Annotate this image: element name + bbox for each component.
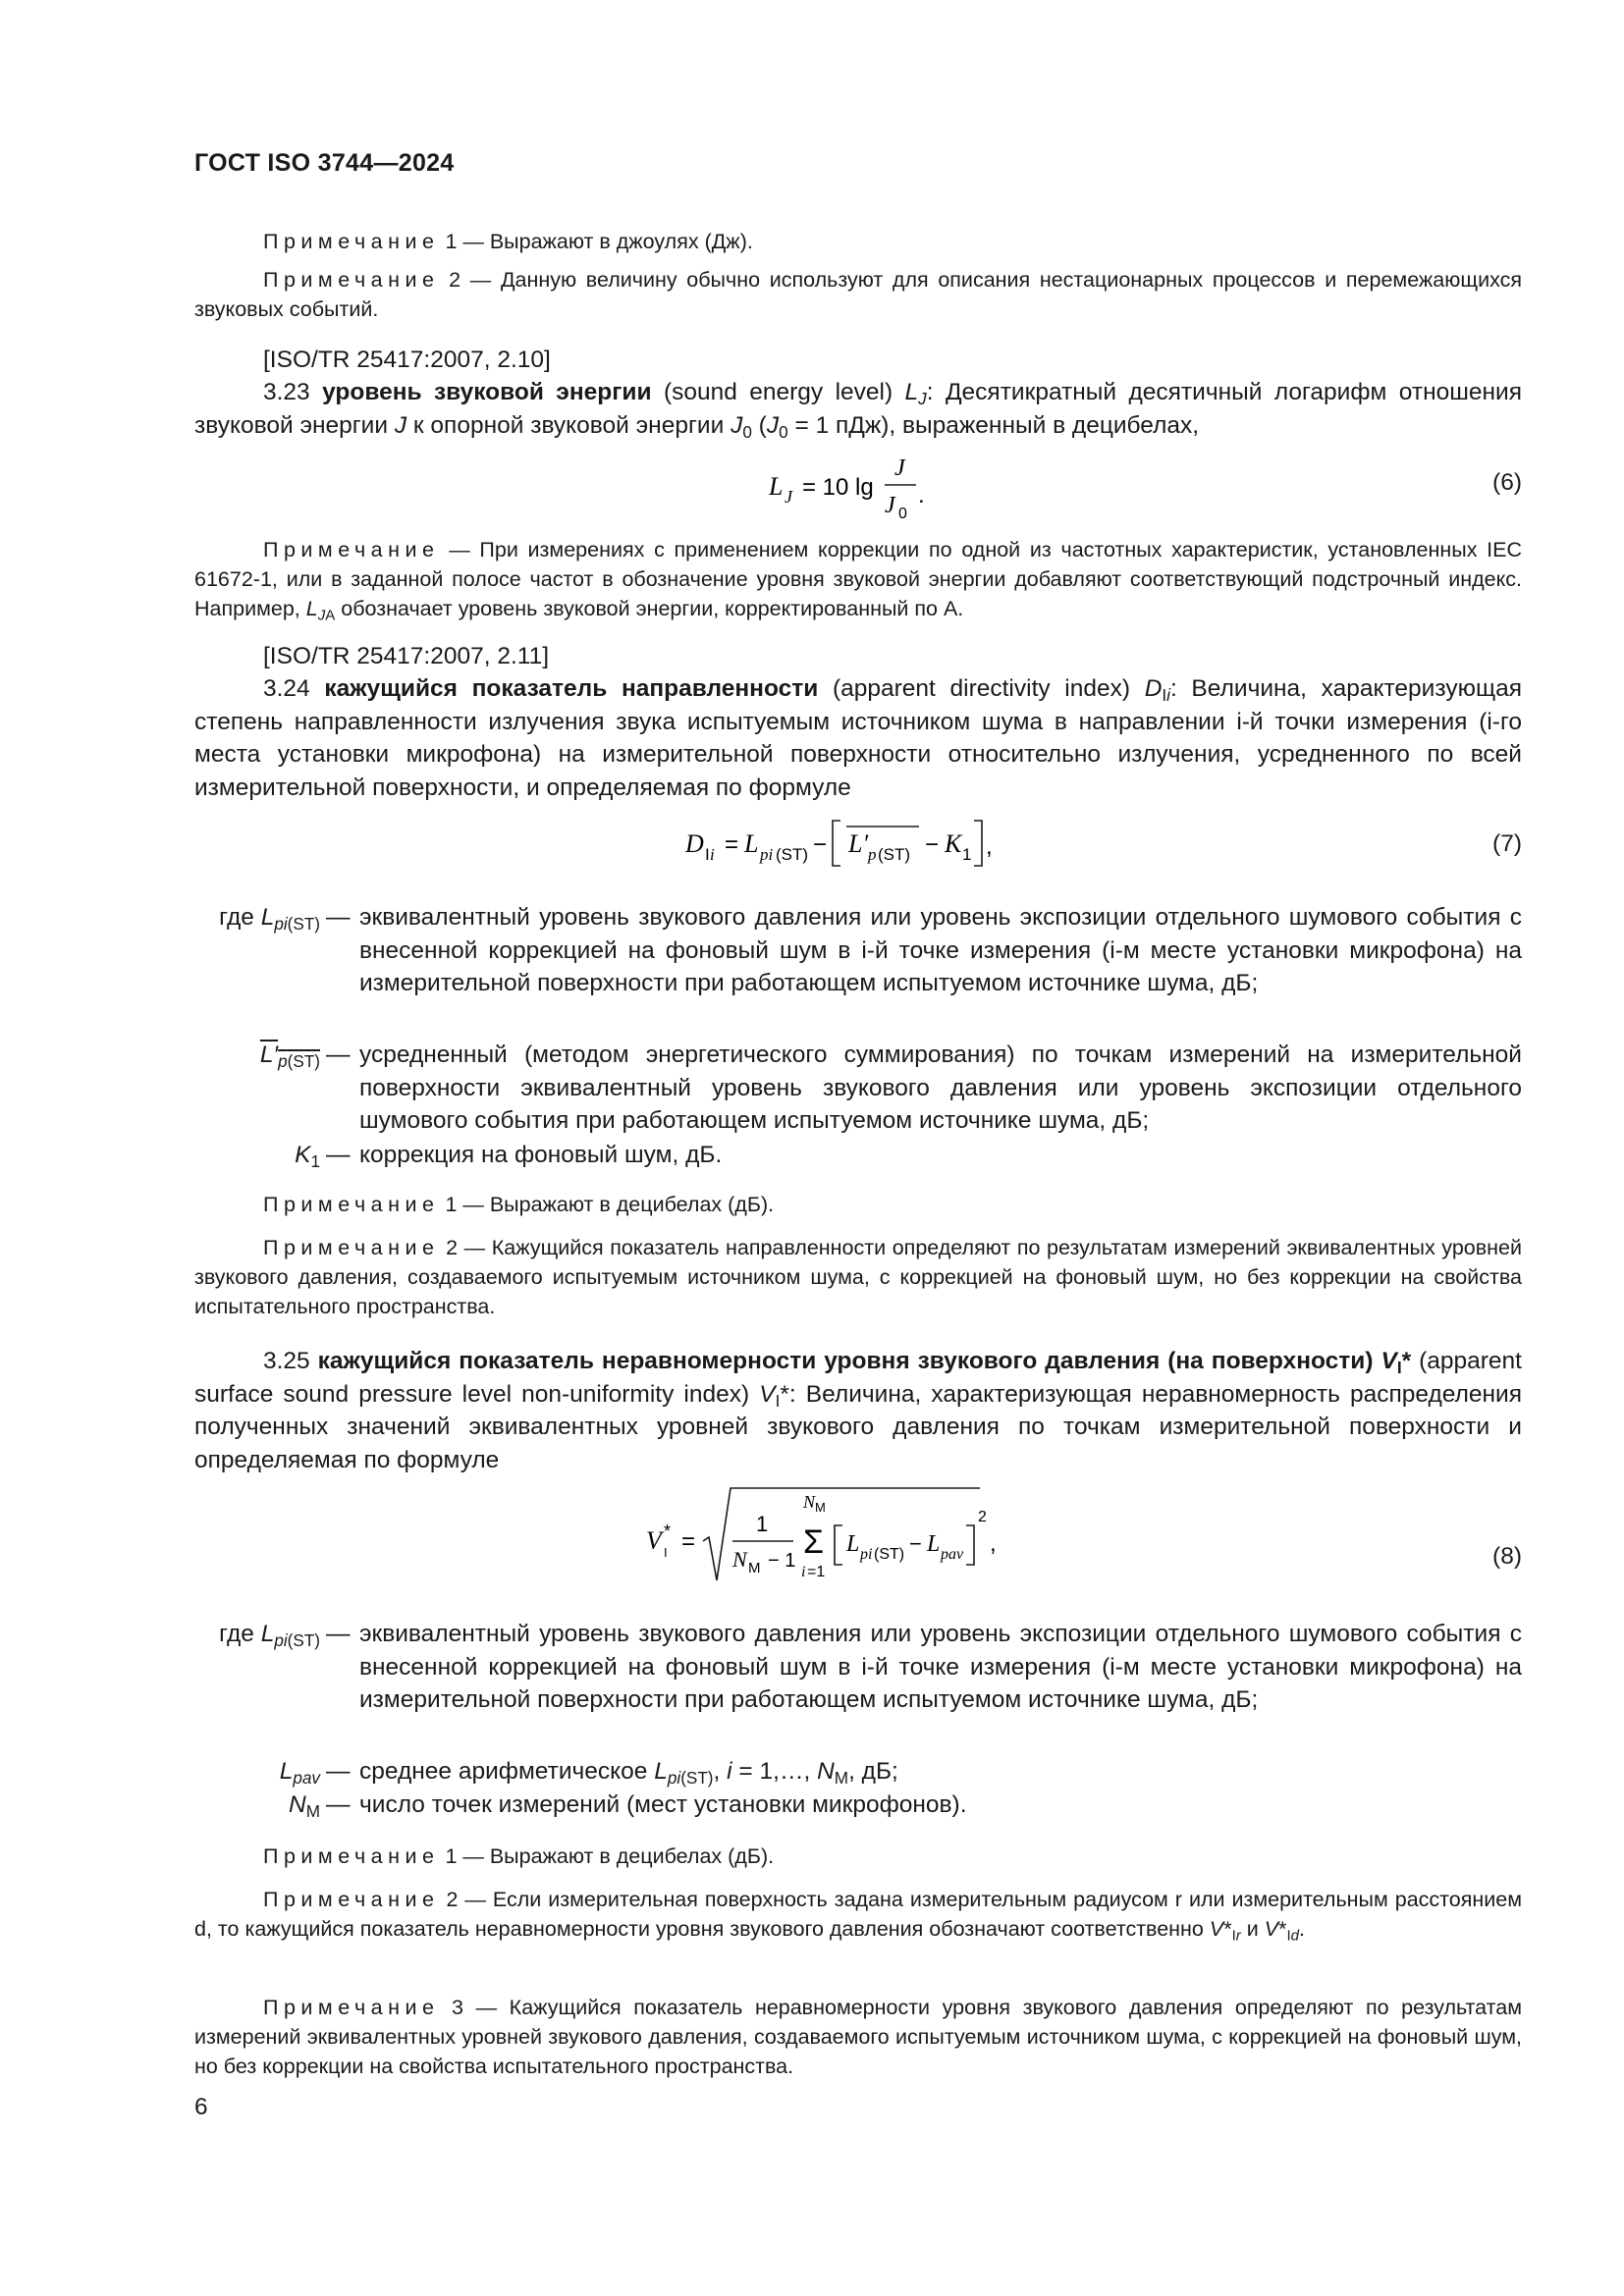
note-3-23: Примечание — При измерениях с применением коррекции по одной из частотных характеристик, установленных IEC 61672-1, или в заданной полосе частот в обозначение уровня звуковой энергии добавляют соответствующий подстрочный индекс. Например, $L_{JA}$ обозначает уровень звуковой энергии, корректированный по А. (194, 538, 1523, 624)
svg-text:M: M (748, 1560, 761, 1576)
note-3-24-2: Примечание 2 — Кажущийся показатель направленности определяют по результатам измерений эквивалентных уровней звукового давления, создаваемого испытуемым источником шума, с коррекцией на фоновый шум, но без коррекции на свойства испытательного пространства. (194, 1236, 1522, 1318)
section-3-24: 3.24 кажущийся показатель направленности (apparent directivity index) $D_{Ii}$: Величина, характеризующая степень направленности излучения звука испытуемым источником шума в направлении i-й точки измерения (i-го места установки микрофона) на измерительной поверхности относительно излучения, усредненного по всей измерительной поверхности, и определяемая по формуле (194, 675, 1523, 801)
def-term-lp-avg: $L'_{p(ST)}$ (259, 1041, 320, 1072)
def-lp-avg: усредненный (методом энергетического суммирования) по точкам измерений на измерительной поверхности эквивалентный уровень звукового давления или уровень экспозиции отдельного шумового события при работающем испытуемом источнике шума, дБ; (359, 1041, 1522, 1134)
svg-text:I: I (705, 845, 710, 864)
document-page (194, 0, 1522, 2296)
svg-text:pi: pi (860, 1546, 873, 1563)
svg-text:L: L (927, 1531, 941, 1557)
section-3-25: 3.25 кажущийся показатель неравномерности уровня звукового давления (на поверхности) $V_I*$ (apparent surface sound pressure level non-uniformity index) $V_I*$: Величина, характеризующая неравномерность распределения полученных значений эквивалентных уровней звукового давления по точкам измерительной поверхности и определяемая по формуле (194, 1348, 1522, 1473)
note-energy-unit: Примечание 1 — Выражают в джоулях (Дж). (263, 230, 753, 253)
formula-8-number: (8) (1492, 1543, 1522, 1570)
def-term-lpi-2: где $L_{pi(ST)}$ (219, 1621, 320, 1651)
formula-7 (685, 815, 1058, 881)
svg-text:L′: L′ (848, 829, 869, 858)
svg-text:p: p (868, 845, 877, 864)
svg-text:M: M (815, 1500, 826, 1515)
note-3-25-2: Примечание 2 — Если измерительная поверхность задана измерительным радиусом r или измерительным расстоянием d, то кажущийся показатель неравномерности уровня звукового давления обозначают соответственно $V*_{Ir}$ и $V*_{Id}$. (194, 1888, 1522, 1945)
svg-text:2: 2 (978, 1509, 987, 1525)
def-lpi-2: эквивалентный уровень звукового давления или уровень экспозиции отдельного шумового события с внесенной коррекцией на фоновый шум в i-й точке измерения (i-м месте установки микрофона) на измерительной поверхности при работающем испытуемом источнике шума, дБ; (359, 1621, 1522, 1713)
svg-text:J: J (885, 493, 895, 518)
def-dash: — (326, 1791, 351, 1818)
svg-text:(ST): (ST) (776, 845, 809, 864)
note-3-24-1: Примечание 1 — Выражают в децибелах (дБ). (263, 1193, 775, 1216)
svg-text:−: − (813, 831, 828, 858)
note-3-25-3: Примечание 3 — Кажущийся показатель неравномерности уровня звукового давления определяют по результатам измерений эквивалентных уровней звукового давления, создаваемого испытуемым источником шума, с коррекцией на фоновый шум, но без коррекции на свойства испытательного пространства. (194, 1996, 1522, 2078)
svg-text:Σ: Σ (803, 1523, 825, 1561)
note-energy-usage: Примечание 2 — Данную величину обычно используют для описания нестационарных процессов и перемежающихся звуковых событий. (194, 268, 1522, 321)
svg-text:,: , (990, 1530, 997, 1557)
svg-text:=1: =1 (807, 1564, 826, 1580)
svg-text:V: V (646, 1526, 662, 1555)
svg-text:i: i (801, 1564, 806, 1580)
svg-text:J: J (785, 487, 792, 507)
def-term-lpav: $L_{pav}$ (279, 1758, 320, 1789)
reference-2-10: [ISO/TR 25417:2007, 2.10] (263, 347, 551, 373)
svg-text:1: 1 (962, 845, 972, 864)
svg-text:−: − (909, 1531, 922, 1556)
def-nm: число точек измерений (мест установки микрофонов). (359, 1791, 967, 1818)
def-dash: — (326, 1621, 351, 1647)
svg-text:1: 1 (756, 1512, 769, 1536)
svg-text:,: , (986, 833, 993, 860)
svg-text:D: D (685, 829, 704, 858)
svg-text:N: N (732, 1547, 747, 1572)
svg-text:=: = (725, 831, 739, 858)
svg-text:= 10 lg: = 10 lg (802, 474, 874, 501)
def-k1: коррекция на фоновый шум, дБ. (359, 1142, 723, 1168)
svg-text:.: . (918, 482, 925, 508)
def-dash: — (326, 904, 351, 931)
svg-text:pav: pav (941, 1546, 964, 1563)
def-dash: — (326, 1142, 351, 1168)
svg-text:0: 0 (898, 506, 907, 522)
formula-8 (646, 1482, 1058, 1597)
formula-7-number: (7) (1492, 830, 1522, 857)
def-lpav: среднее арифметическое $L_{pi(ST)}$, i = 1,…, $N_M$, дБ; (359, 1758, 898, 1789)
svg-text:L: L (846, 1531, 860, 1557)
reference-2-11: [ISO/TR 25417:2007, 2.11] (263, 643, 550, 669)
section-3-23: 3.23 уровень звуковой энергии (sound energy level) $L_J$: Десятикратный десятичный логарифм отношения звуковой энергии J к опорной звуковой энергии $J_0$ ($J_0 = 1$ пДж), выраженный в децибелах, (194, 379, 1522, 442)
svg-text:L: L (769, 472, 784, 501)
svg-text:K: K (945, 829, 962, 858)
svg-text:J: J (894, 455, 905, 481)
svg-text:N: N (803, 1492, 816, 1512)
document-header: ГОСТ ISO 3744—2024 (194, 149, 455, 177)
def-term-lpi: где $L_{pi(ST)}$ (219, 904, 320, 934)
svg-text:L: L (744, 829, 759, 858)
def-term-nm: $N_M$ (289, 1791, 320, 1822)
svg-text:(ST): (ST) (878, 845, 911, 864)
def-lpi: эквивалентный уровень звукового давления или уровень экспозиции отдельного шумового события с внесенной коррекцией на фоновый шум в i-й точке измерения (i-м месте установки микрофона) на измерительной поверхности при работающем испытуемом источнике шума, дБ; (359, 904, 1522, 996)
svg-text:*: * (664, 1522, 672, 1541)
formula-6-number: (6) (1492, 469, 1522, 496)
svg-text:I: I (664, 1545, 668, 1560)
svg-text:pi: pi (760, 845, 774, 864)
formula-6 (769, 454, 965, 529)
def-dash: — (326, 1041, 351, 1068)
def-dash: — (326, 1758, 351, 1785)
svg-text:(ST): (ST) (874, 1546, 905, 1563)
svg-text:i: i (710, 845, 715, 864)
svg-text:−: − (925, 831, 940, 858)
def-term-k1: $K_1$ (295, 1142, 320, 1172)
note-3-25-1: Примечание 1 — Выражают в децибелах (дБ). (263, 1844, 775, 1868)
svg-text:=: = (681, 1528, 696, 1555)
svg-text:− 1: − 1 (768, 1550, 796, 1572)
page-number: 6 (194, 2094, 208, 2120)
